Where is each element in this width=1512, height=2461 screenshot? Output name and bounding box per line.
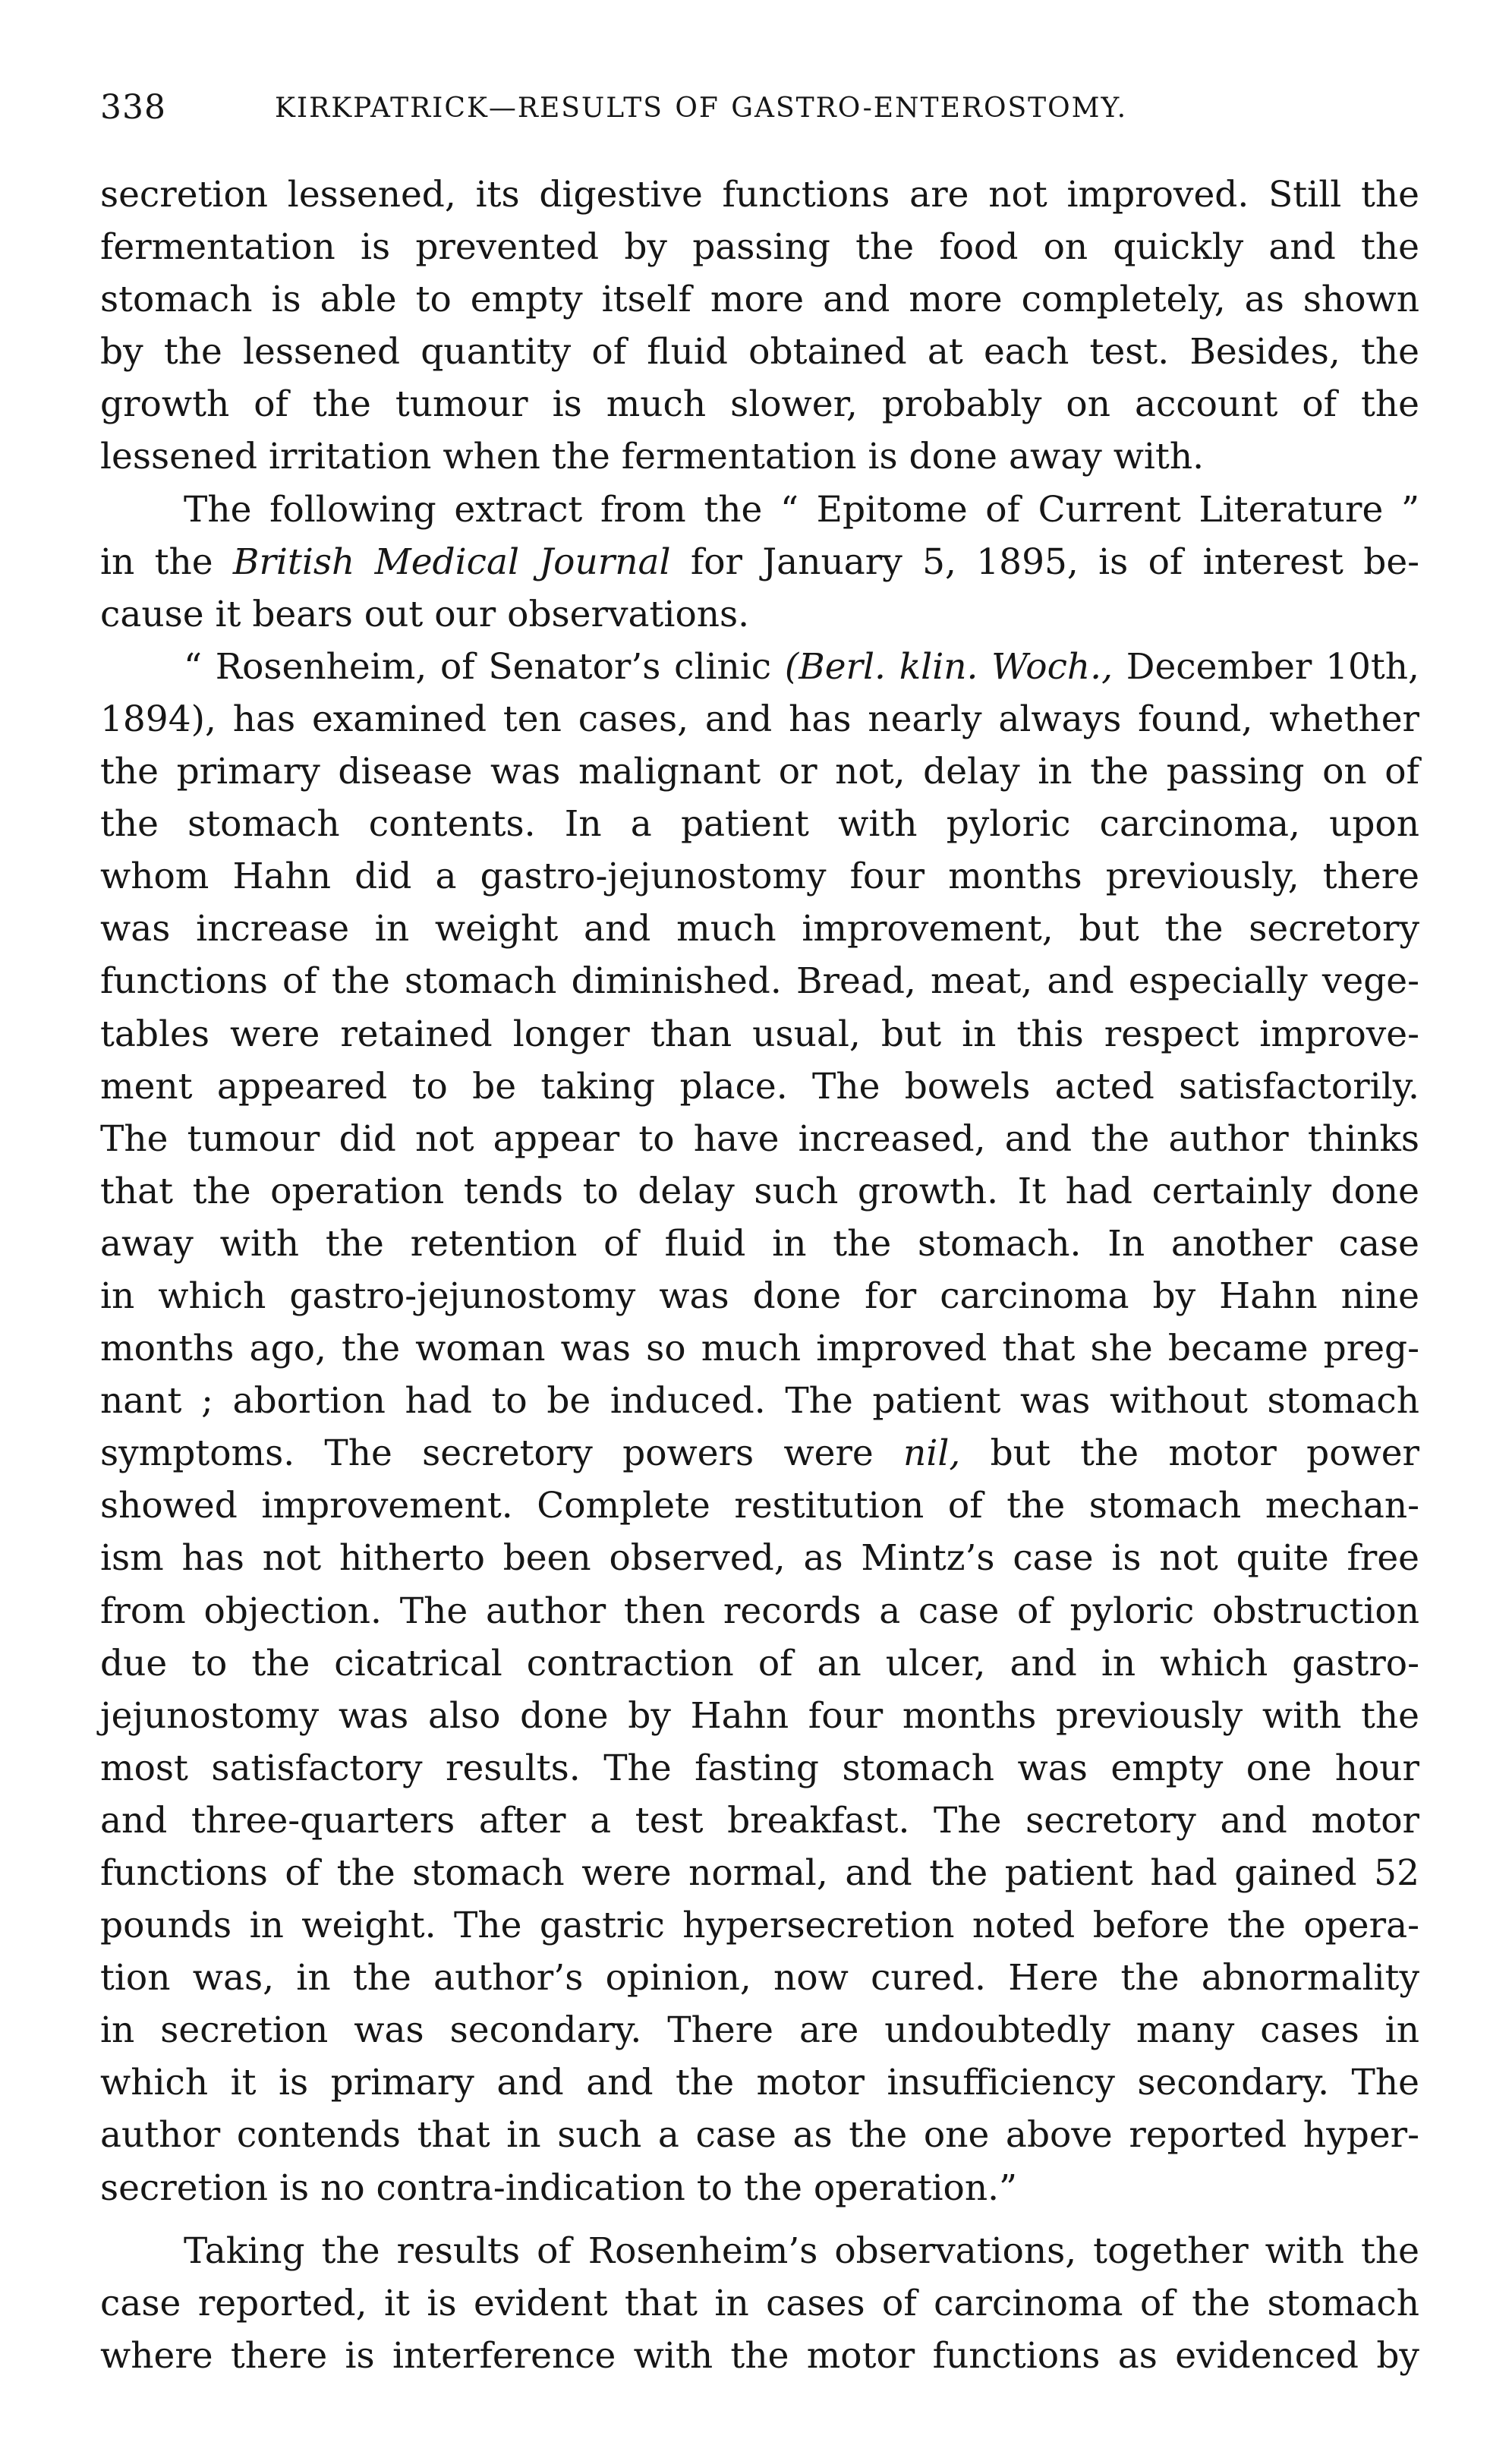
text-line: most satisfactory results. The fasting stomach was empty one hour <box>100 1747 1419 1789</box>
text-line: in secretion was secondary. There are undoubtedly many cases in <box>100 2009 1419 2052</box>
text-line: ism has not hitherto been observed, as Mintz’s case is not quite free <box>100 1537 1419 1580</box>
text-line: “ Rosenheim, of Senator’s clinic (Berl. klin. Woch., December 10th, <box>184 645 1419 688</box>
page-number: 338 <box>100 88 166 127</box>
text-line: that the operation tends to delay such growth. It had certainly done <box>100 1170 1419 1212</box>
text-line: in the British Medical Journal for January 5, 1895, is of interest be- <box>100 540 1420 583</box>
text-line: lessened irritation when the fermentation is done away with. <box>100 436 1205 478</box>
text-line: Taking the results of Rosenheim’s observations, together with the <box>184 2229 1419 2272</box>
text-line: ment appeared to be taking place. The bowels acted satisfactorily. <box>100 1065 1419 1108</box>
text-line: showed improvement. Complete restitution of the stomach mechan- <box>100 1485 1419 1527</box>
text-line: tion was, in the author’s opinion, now cured. Here the abnormality <box>100 1957 1419 1999</box>
document-page <box>100 82 1419 2382</box>
text-line: from objection. The author then records a case of pyloric obstruction <box>100 1590 1419 1632</box>
body-text <box>100 169 1419 2382</box>
text-line: jejunostomy was also done by Hahn four months previously with the <box>100 1694 1419 1737</box>
text-line: secretion lessened, its digestive functions are not improved. Still the <box>100 174 1419 216</box>
text-line: author contends that in such a case as the one above reported hyper- <box>100 2114 1419 2157</box>
text-line: tables were retained longer than usual, but in this respect improve- <box>100 1013 1419 1055</box>
text-line: symptoms. The secretory powers were nil, but the motor power <box>100 1432 1420 1475</box>
text-line: pounds in weight. The gastric hypersecretion noted before the opera- <box>100 1905 1419 1947</box>
text-line: 1894), has examined ten cases, and has nearly always found, whether <box>100 698 1419 740</box>
text-line: months ago, the woman was so much improved that she became preg- <box>100 1328 1419 1370</box>
running-title: KIRKPATRICK—RESULTS OF GASTRO-ENTEROSTOMY. <box>275 93 1128 124</box>
paragraph <box>100 641 1419 2214</box>
text-line: stomach is able to empty itself more and more completely, as shown <box>100 279 1419 321</box>
text-line: cause it bears out our observations. <box>100 593 750 635</box>
text-line: by the lessened quantity of fluid obtained at each test. Besides, the <box>100 331 1419 373</box>
text-line: and three-quarters after a test breakfast. The secretory and motor <box>100 1799 1419 1842</box>
text-line: the primary disease was malignant or not, delay in the passing on of <box>100 751 1419 793</box>
text-line: due to the cicatrical contraction of an ulcer, and in which gastro- <box>100 1642 1419 1684</box>
paragraph <box>100 484 1419 641</box>
text-line: The following extract from the “ Epitome of Current Literature ” <box>184 488 1419 531</box>
text-line: the stomach contents. In a patient with pyloric carcinoma, upon <box>100 803 1419 846</box>
paragraph <box>100 169 1419 484</box>
text-line: away with the retention of fluid in the stomach. In another case <box>100 1222 1419 1265</box>
text-line: which it is primary and and the motor insufficiency secondary. The <box>100 2062 1419 2104</box>
text-line: whom Hahn did a gastro-jejunostomy four months previously, there <box>100 856 1419 898</box>
text-line: functions of the stomach diminished. Bread, meat, and especially vege- <box>100 960 1419 1003</box>
text-line: The tumour did not appear to have increased, and the author thinks <box>100 1117 1419 1160</box>
running-header <box>100 82 1419 135</box>
text-line: secretion is no contra-indication to the operation.” <box>100 2166 1018 2209</box>
paragraph <box>100 2225 1419 2382</box>
text-line: where there is interference with the motor functions as evidenced by <box>100 2334 1419 2377</box>
text-line: growth of the tumour is much slower, probably on account of the <box>100 383 1419 426</box>
text-line: was increase in weight and much improvement, but the secretory <box>100 908 1419 950</box>
text-line: case reported, it is evident that in cases of carcinoma of the stomach <box>100 2282 1419 2324</box>
text-line: in which gastro-jejunostomy was done for carcinoma by Hahn nine <box>100 1275 1419 1317</box>
paragraph-gap <box>100 2214 1419 2225</box>
text-line: fermentation is prevented by passing the food on quickly and the <box>100 226 1419 269</box>
text-line: functions of the stomach were normal, and the patient had gained 52 <box>100 1852 1419 1894</box>
text-line: nant ; abortion had to be induced. The patient was without stomach <box>100 1380 1419 1423</box>
